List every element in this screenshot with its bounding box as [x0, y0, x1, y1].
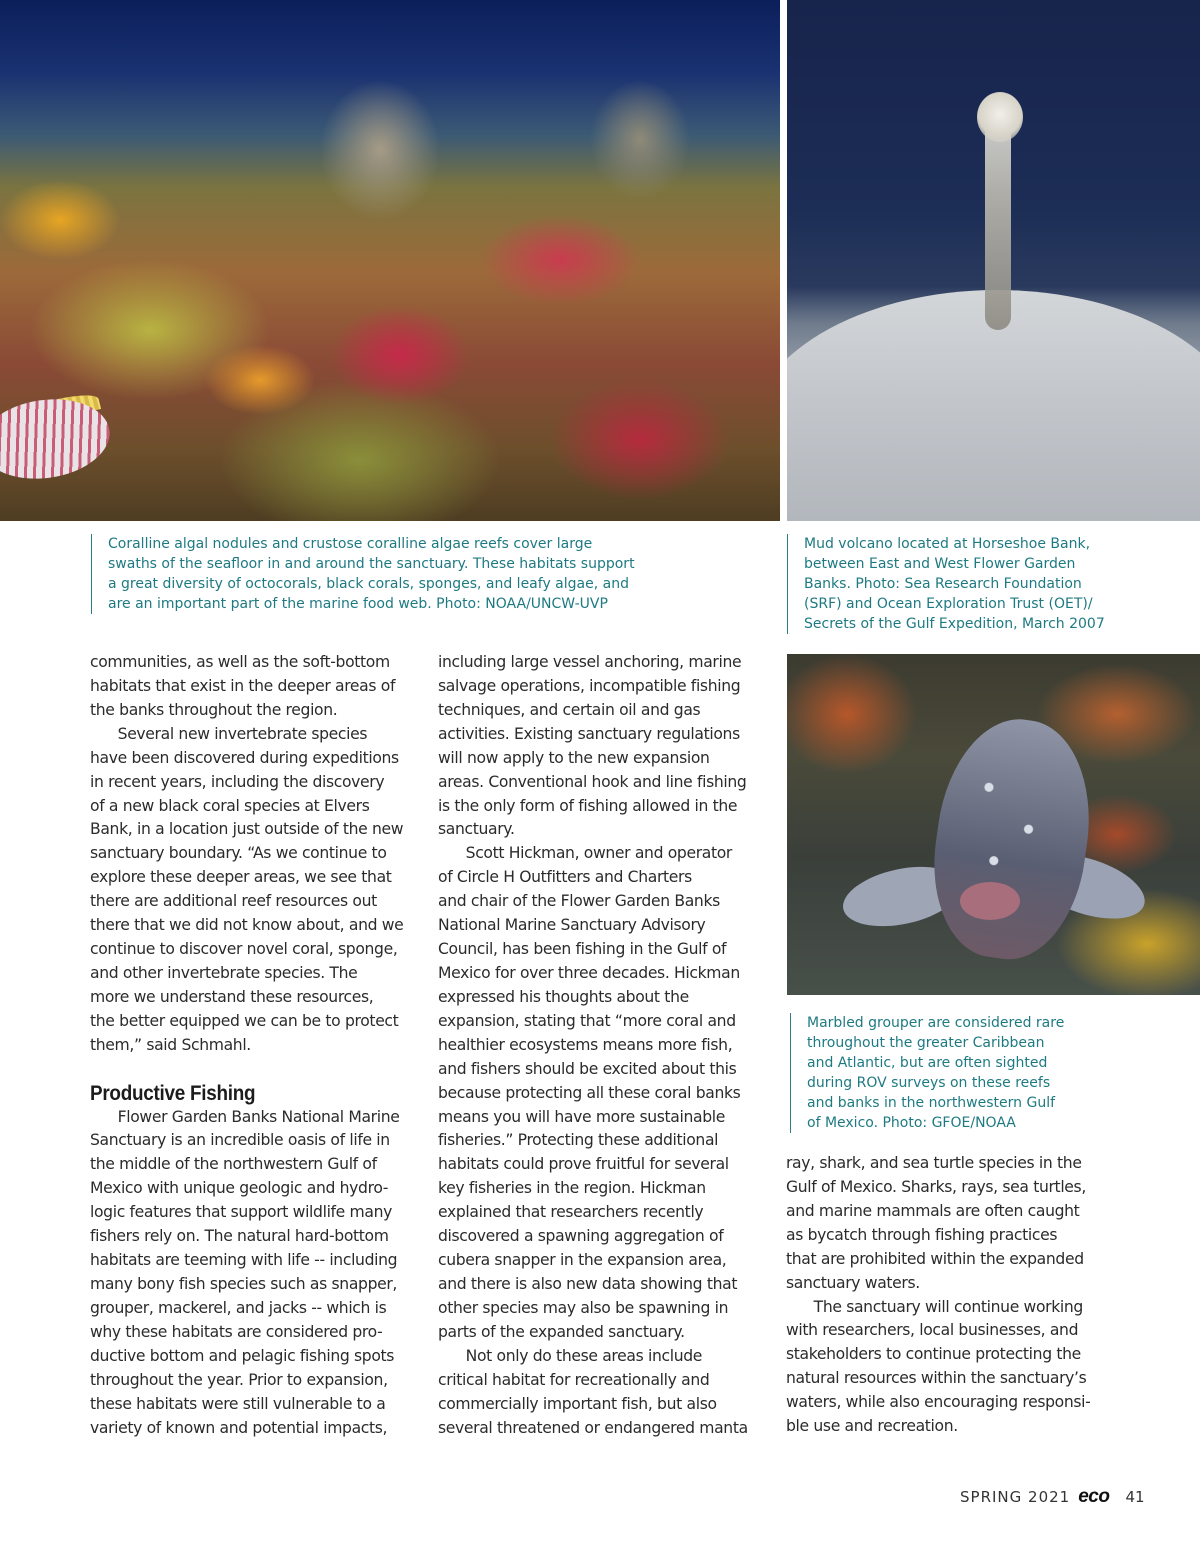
section-heading: Productive Fishing — [90, 1081, 256, 1105]
reef-photo-caption: Coralline algal nodules and crustose coralline algae reefs cover large swaths of the seafloor in and around the sanctuary. These habitats support a great diversity of octocorals, black corals, sponges, and leafy algae, and are an important part of the marine food web. Photo: NOAA/UNCW-UVP — [91, 534, 691, 614]
body-text-line: other species may also be spawning in — [438, 1298, 729, 1317]
body-text-line: fisheries.” Protecting these additional — [438, 1131, 719, 1150]
body-text-line: with researchers, local businesses, and — [786, 1321, 1079, 1340]
body-text-line: parts of the expanded sanctuary. — [438, 1322, 685, 1341]
body-text-line: discovered a spawning aggregation of — [438, 1227, 724, 1246]
body-text-line — [90, 1058, 420, 1082]
body-text-line: as bycatch through fishing practices — [786, 1225, 1058, 1244]
mud-volcano-caption: Mud volcano located at Horseshoe Bank, between East and West Flower Garden Banks. Photo: Sea Research Foundation (SRF) and Ocean Exploration Trust (OET)/ Secrets of the Gulf Expedition, March 2007 — [787, 534, 1147, 634]
body-text-line: salvage operations, incompatible fishing — [438, 676, 741, 695]
body-text-line: Not only do these areas include — [438, 1346, 703, 1365]
body-text-line: several threatened or endangered manta — [438, 1418, 748, 1437]
body-text-line: have been discovered during expeditions — [90, 748, 399, 767]
body-text-line: Flower Garden Banks National Marine — [90, 1107, 400, 1126]
body-text-line: Scott Hickman, owner and operator — [438, 844, 732, 863]
body-text-line: Several new invertebrate species — [90, 724, 368, 743]
body-text-line: means you will have more sustainable — [438, 1107, 725, 1126]
grouper-mouth-shape — [960, 882, 1020, 920]
body-text-line: and other invertebrate species. The — [90, 963, 358, 982]
body-text-line: Mexico for over three decades. Hickman — [438, 963, 740, 982]
body-text-line: habitats could prove fruitful for several — [438, 1155, 729, 1174]
body-text-line: stakeholders to continue protecting the — [786, 1345, 1081, 1364]
text-column-2 — [438, 651, 768, 1440]
body-text-line: in recent years, including the discovery — [90, 772, 385, 791]
body-text-line: commercially important fish, but also — [438, 1394, 717, 1413]
body-text-line: of a new black coral species at Elvers — [90, 796, 370, 815]
body-text-line: will now apply to the new expansion — [438, 748, 710, 767]
body-text-line: healthier ecosystems means more fish, — [438, 1035, 733, 1054]
body-text-line: Sanctuary is an incredible oasis of life in — [90, 1131, 390, 1150]
body-text-line: critical habitat for recreationally and — [438, 1370, 710, 1389]
body-text-line: key fisheries in the region. Hickman — [438, 1179, 706, 1198]
body-text-line: and chair of the Flower Garden Banks — [438, 892, 720, 911]
body-text-line: there that we did not know about, and we — [90, 916, 404, 935]
body-text-line: The sanctuary will continue working — [786, 1297, 1083, 1316]
body-text-line: habitats are teeming with life -- including — [90, 1251, 398, 1270]
body-text-line: expansion, stating that “more coral and — [438, 1011, 736, 1030]
body-text-line: them,” said Schmahl. — [90, 1035, 251, 1054]
body-text-line: is the only form of fishing allowed in the — [438, 796, 738, 815]
issue-season: SPRING 2021 — [960, 1488, 1071, 1506]
text-column-3 — [786, 1152, 1116, 1439]
page-number: 41 — [1125, 1488, 1145, 1506]
body-text-line: grouper, mackerel, and jacks -- which is — [90, 1298, 387, 1317]
body-text-line: explained that researchers recently — [438, 1203, 704, 1222]
body-text-line: many bony fish species such as snapper, — [90, 1274, 398, 1293]
body-text-line: natural resources within the sanctuary’s — [786, 1369, 1087, 1388]
body-text-line: sanctuary boundary. “As we continue to — [90, 844, 387, 863]
grouper-body-shape — [921, 710, 1103, 969]
body-text-line: throughout the year. Prior to expansion, — [90, 1370, 388, 1389]
body-text-line: techniques, and certain oil and gas — [438, 700, 701, 719]
body-text-line: and marine mammals are often caught — [786, 1201, 1080, 1220]
eco-logo: eco — [1078, 1486, 1110, 1507]
body-text-line: and fishers should be excited about this — [438, 1059, 737, 1078]
body-text-line: National Marine Sanctuary Advisory — [438, 916, 706, 935]
mud-volcano-photo — [787, 0, 1200, 521]
body-text-line: expressed his thoughts about the — [438, 987, 689, 1006]
body-text-line: the middle of the northwestern Gulf of — [90, 1155, 377, 1174]
body-text-line: and there is also new data showing that — [438, 1274, 738, 1293]
body-text-line: of Circle H Outfitters and Charters — [438, 868, 692, 887]
body-text-line: these habitats were still vulnerable to a — [90, 1394, 386, 1413]
body-text-line: because protecting all these coral banks — [438, 1083, 741, 1102]
body-text-line: the better equipped we can be to protect — [90, 1011, 399, 1030]
page-footer — [960, 1486, 1145, 1510]
body-text-line: areas. Conventional hook and line fishing — [438, 772, 747, 791]
body-text-line: there are additional reef resources out — [90, 892, 377, 911]
body-text-line: more we understand these resources, — [90, 987, 374, 1006]
body-text-line: Mexico with unique geologic and hydro- — [90, 1179, 389, 1198]
text-column-1 — [90, 651, 420, 1440]
body-text-line: Bank, in a location just outside of the new — [90, 820, 404, 839]
grouper-caption: Marbled grouper are considered rare throughout the greater Caribbean and Atlantic, but are often sighted during ROV surveys on these reefs and banks in the northwestern Gulf of Mexico. Photo: GFOE/NOAA — [790, 1013, 1130, 1133]
body-text-line: ray, shark, and sea turtle species in the — [786, 1154, 1082, 1172]
reef-photo — [0, 0, 780, 521]
body-text-line: explore these deeper areas, we see that — [90, 868, 392, 887]
body-text-line: Gulf of Mexico. Sharks, rays, sea turtles, — [786, 1177, 1086, 1196]
body-text-line: waters, while also encouraging responsi- — [786, 1393, 1091, 1412]
body-text-line: variety of known and potential impacts, — [90, 1418, 388, 1437]
body-text-line: that are prohibited within the expanded — [786, 1249, 1084, 1268]
body-text-line: fishers rely on. The natural hard-bottom — [90, 1227, 389, 1246]
body-text-line: the banks throughout the region. — [90, 700, 338, 719]
body-text-line: ble use and recreation. — [786, 1417, 958, 1436]
body-text-line: including large vessel anchoring, marine — [438, 653, 742, 671]
body-text-line: activities. Existing sanctuary regulations — [438, 724, 740, 743]
body-text-line: sanctuary. — [438, 820, 515, 839]
body-text-line: cubera snapper in the expansion area, — [438, 1251, 727, 1270]
body-text-line: continue to discover novel coral, sponge, — [90, 940, 398, 959]
body-text-line: habitats that exist in the deeper areas of — [90, 676, 396, 695]
body-text-line: sanctuary waters. — [786, 1273, 920, 1292]
body-text-line: logic features that support wildlife many — [90, 1203, 392, 1222]
grouper-photo — [787, 654, 1200, 995]
body-text-line: ductive bottom and pelagic fishing spots — [90, 1346, 395, 1365]
mud-plume-top-shape — [977, 92, 1023, 142]
body-text-line: why these habitats are considered pro- — [90, 1322, 383, 1341]
body-text-line: communities, as well as the soft-bottom — [90, 653, 390, 671]
body-text-line: Council, has been fishing in the Gulf of — [438, 940, 727, 959]
